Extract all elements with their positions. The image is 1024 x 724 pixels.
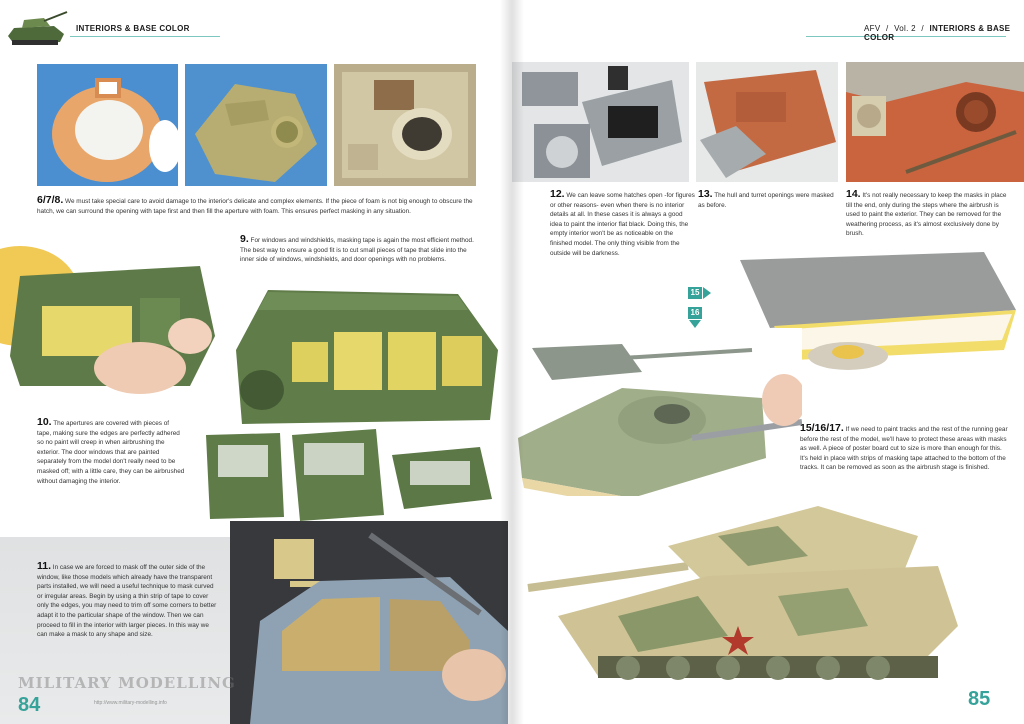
page-number-left: 84 xyxy=(18,694,41,716)
caption-9-number: 9. xyxy=(240,233,249,245)
caption-6-7-8 xyxy=(37,196,477,216)
photo-9-van-taping xyxy=(0,236,225,402)
marker-16: 16 xyxy=(688,307,702,319)
caption-6-7-8-number: 6/7/8. xyxy=(37,194,64,206)
photo-14-masks-brush xyxy=(846,62,1024,182)
caption-14 xyxy=(846,190,1008,239)
caption-12 xyxy=(550,190,696,258)
right-page xyxy=(512,0,1024,724)
caption-14-number: 14. xyxy=(846,188,861,200)
marker-15: 15 xyxy=(688,287,702,299)
caption-12-text: We can leave some hatches open -for figures or other reasons- even when there is no interior details at all. In these cases it is always a good idea to paint the interior flat black. Doing this, the empty interior won't be as noticeable on the finished model. The only thing visible from the outside will be darkness. xyxy=(550,192,695,257)
watermark-text: MILITARY MODELLING xyxy=(18,674,236,692)
caption-6-7-8-text: We must take special care to avoid damage to the interior's delicate and complex elements. If the piece of foam is not big enough to obscure the hatch, we can surround the opening with tape first and then fill the aperture with foam. This ensures perfect masking in any situation. xyxy=(37,198,473,215)
left-header-rule xyxy=(70,36,220,37)
photo-17-camo-tank xyxy=(518,496,968,692)
header-separator-2: / xyxy=(921,24,924,33)
header-series-label: AFV xyxy=(864,24,881,33)
right-header-series xyxy=(864,24,1024,42)
header-separator-1: / xyxy=(886,24,889,33)
caption-10-number: 10. xyxy=(37,416,52,428)
photo-16-tank-airbrush xyxy=(512,328,802,518)
right-header-title: INTERIORS & BASE COLOR xyxy=(864,24,1011,42)
marker-15-arrow-icon xyxy=(703,287,711,299)
left-header-title: INTERIORS & BASE COLOR xyxy=(76,24,190,33)
photo-10-doors xyxy=(200,425,500,525)
photo-11-curved-window xyxy=(230,521,508,724)
caption-13-number: 13. xyxy=(698,188,713,200)
caption-12-number: 12. xyxy=(550,188,565,200)
photo-6-foam-hatch xyxy=(37,64,178,186)
caption-9 xyxy=(240,235,480,265)
tank-thumbnail-image xyxy=(4,6,68,50)
page-number-right: 85 xyxy=(968,688,991,710)
photo-12-hatches xyxy=(512,62,689,182)
caption-14-text: It's not really necessary to keep the masks in place till the end, only during the steps where the airbrush is used to paint the exterior. They can be removed for the weathering process, as it's almost exclusively done by brush. xyxy=(846,192,1007,238)
caption-13-text: The hull and turret openings were masked as before. xyxy=(698,192,834,209)
caption-10-text: The apertures are covered with pieces of tape, making sure the edges are perfectly adhered so no paint will creep in when airbrushing the exterior. The door windows that are painted separately from the model don't really need to be masked off; with a little care, they can be airbrushed without damaging the interior. xyxy=(37,420,185,485)
book-gutter xyxy=(500,0,524,724)
caption-11-number: 11. xyxy=(37,560,52,572)
caption-15-16-17-text: If we need to paint tracks and the rest of the running gear before the rest of the model, we'll have to protect these areas with masks as well. A piece of poster board cut to size is more than enough for this. It's held in place with strips of masking tape attached to the bottom of the tracks. It can be removed as soon as the airbrush stage is finished. xyxy=(800,426,1008,472)
caption-10 xyxy=(37,418,185,486)
caption-11-text: In case we are forced to mask off the outer side of the window, like those models which already have the transparent parts installed, we will need a useful technique to mask curved or irregular areas. Begin by using a thin strip of tape to cover only the edges, you may need to trim off some corners to better adapt it to the particular shape of the window. Then we can proceed to fill in the interior with larger pieces. In this way we can make a mask to any shape and size. xyxy=(37,564,217,639)
photo-9-van-masked xyxy=(228,280,508,430)
watermark-url: http://www.military-modelling.info xyxy=(94,700,167,706)
caption-11 xyxy=(37,562,219,640)
caption-15-16-17 xyxy=(800,424,1008,473)
photo-13-red-hull xyxy=(696,62,838,182)
photo-7-turret-foam xyxy=(185,64,327,186)
caption-15-16-17-number: 15/16/17. xyxy=(800,422,844,434)
header-volume-label: Vol. 2 xyxy=(894,24,916,33)
caption-9-text: For windows and windshields, masking tape is again the most efficient method. The best way to ensure a good fit is to cut small pieces of tape that slide into the inner side of windows, windshields, and door openings with no problems. xyxy=(240,237,474,264)
caption-13 xyxy=(698,190,840,210)
photo-8-hull-interior xyxy=(334,64,476,186)
marker-16-arrow-icon xyxy=(689,320,701,328)
